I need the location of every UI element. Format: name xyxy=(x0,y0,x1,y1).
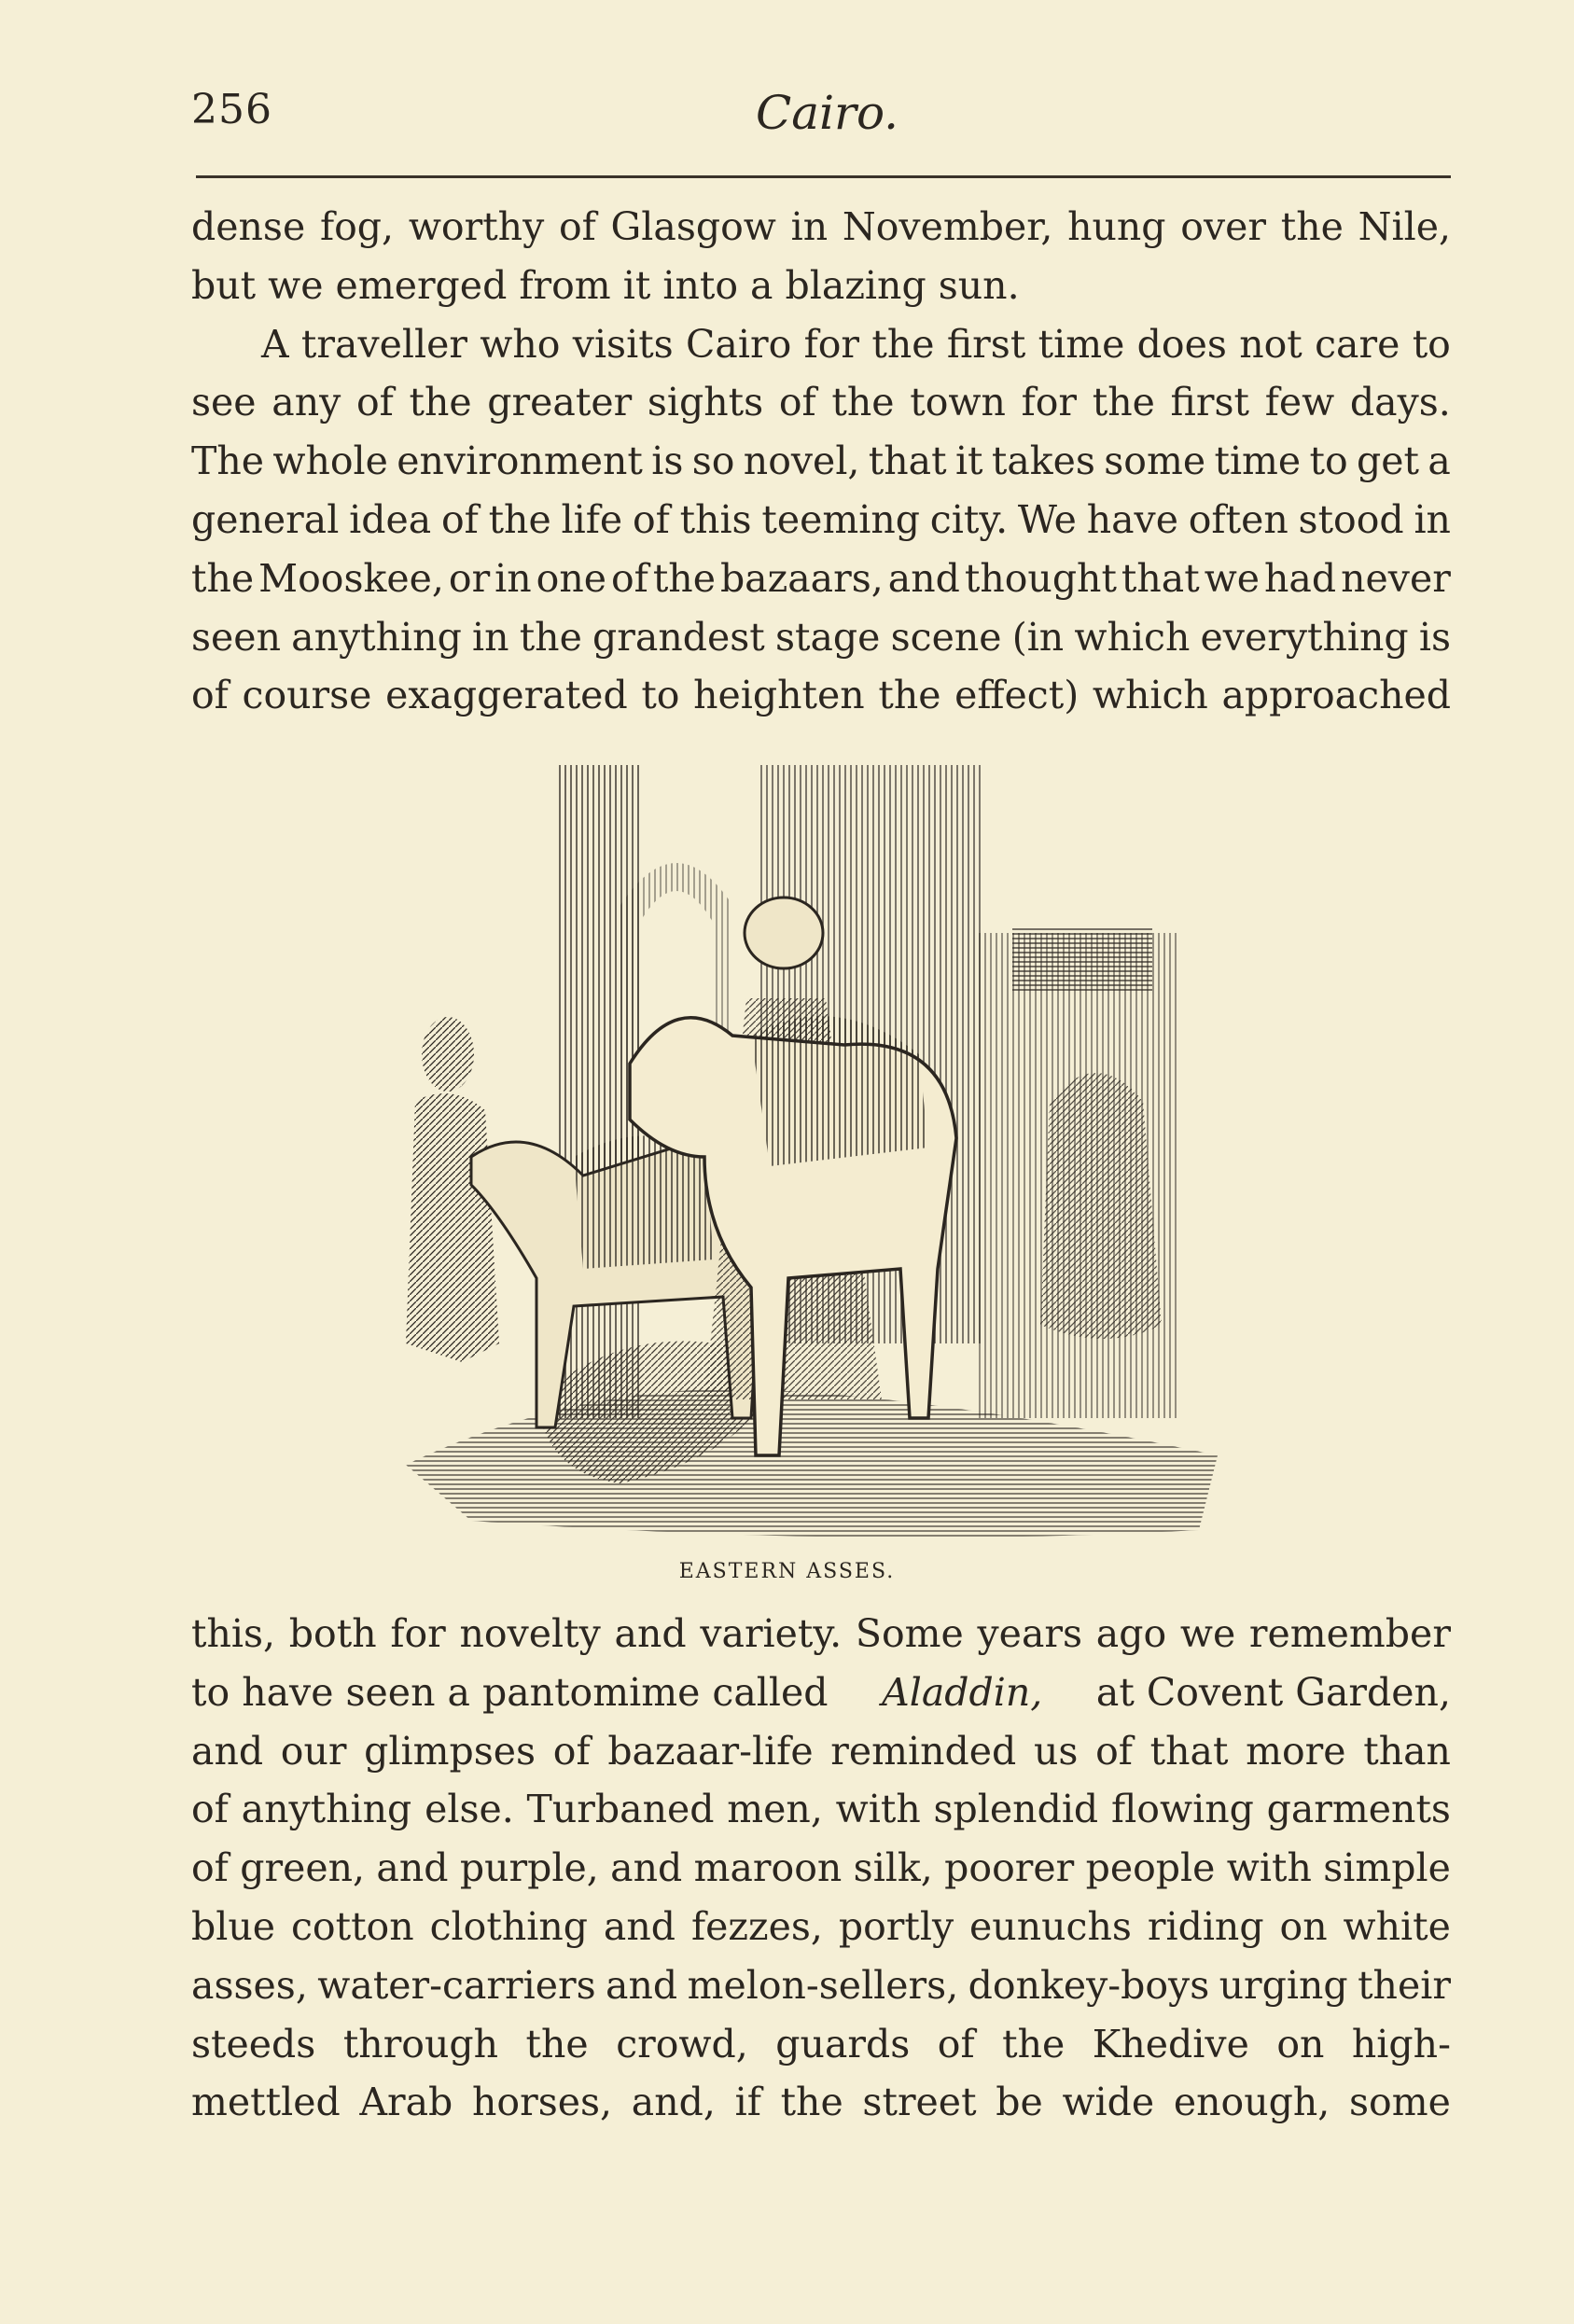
italic-title: Aladdin, xyxy=(882,1669,1043,1715)
figure-caption: EASTERN ASSES. xyxy=(678,1560,896,1583)
text-line: dense fog, worthy of Glasgow in November, hung over the Nile, xyxy=(191,204,1451,249)
text-line: and our glimpses of bazaar-life reminded us of that more than xyxy=(191,1728,1451,1774)
running-head xyxy=(191,86,1451,151)
text-line: but we emerged from it into a blazing sun. xyxy=(191,262,1020,308)
text-line: of course exaggerated to heighten the effect) which approached xyxy=(191,673,1451,718)
text-fragment: to have seen a pantomime called xyxy=(191,1669,829,1715)
text-line: general idea of the life of this teeming city. We have often stood in xyxy=(191,496,1451,542)
header-rule xyxy=(196,175,1451,178)
text-line: this, both for novelty and variety. Some years ago we remember xyxy=(191,1611,1451,1656)
running-title: Cairo. xyxy=(756,86,899,140)
text-line: blue cotton clothing and fezzes, portly eunuchs riding on white xyxy=(191,1903,1451,1949)
text-line: see any of the greater sights of the town for the first few days. xyxy=(191,380,1451,425)
text-line: of green, and purple, and maroon silk, poorer people with simple xyxy=(191,1845,1451,1891)
text-line: asses, water-carriers and melon-sellers, donkey-boys urging their xyxy=(191,1962,1451,2008)
text-line: steeds through the crowd, guards of the Khedive on high- xyxy=(191,2021,1451,2067)
text-fragment: at Covent Garden, xyxy=(1095,1669,1451,1715)
text-line: of anything else. Turbaned men, with splendid flowing garments xyxy=(191,1787,1451,1832)
text-line: The whole environment is so novel, that it takes some time to get a xyxy=(191,438,1451,484)
text-line: mettled Arab horses, and, if the street be wide enough, some xyxy=(191,2080,1451,2125)
engraving-eastern-asses xyxy=(397,746,1236,1549)
text-block-before-illustration xyxy=(191,198,1451,725)
text-line xyxy=(191,1663,1451,1722)
text-line: seen anything in the grandest stage scene (in which everything is xyxy=(191,614,1451,660)
page-number: 256 xyxy=(191,86,272,133)
text-line: the Mooskee, or in one of the bazaars, and thought that we had never xyxy=(191,555,1451,601)
text-block-after-illustration xyxy=(191,1605,1451,2132)
text-line: A traveller who visits Cairo for the first time does not care to xyxy=(261,321,1451,367)
